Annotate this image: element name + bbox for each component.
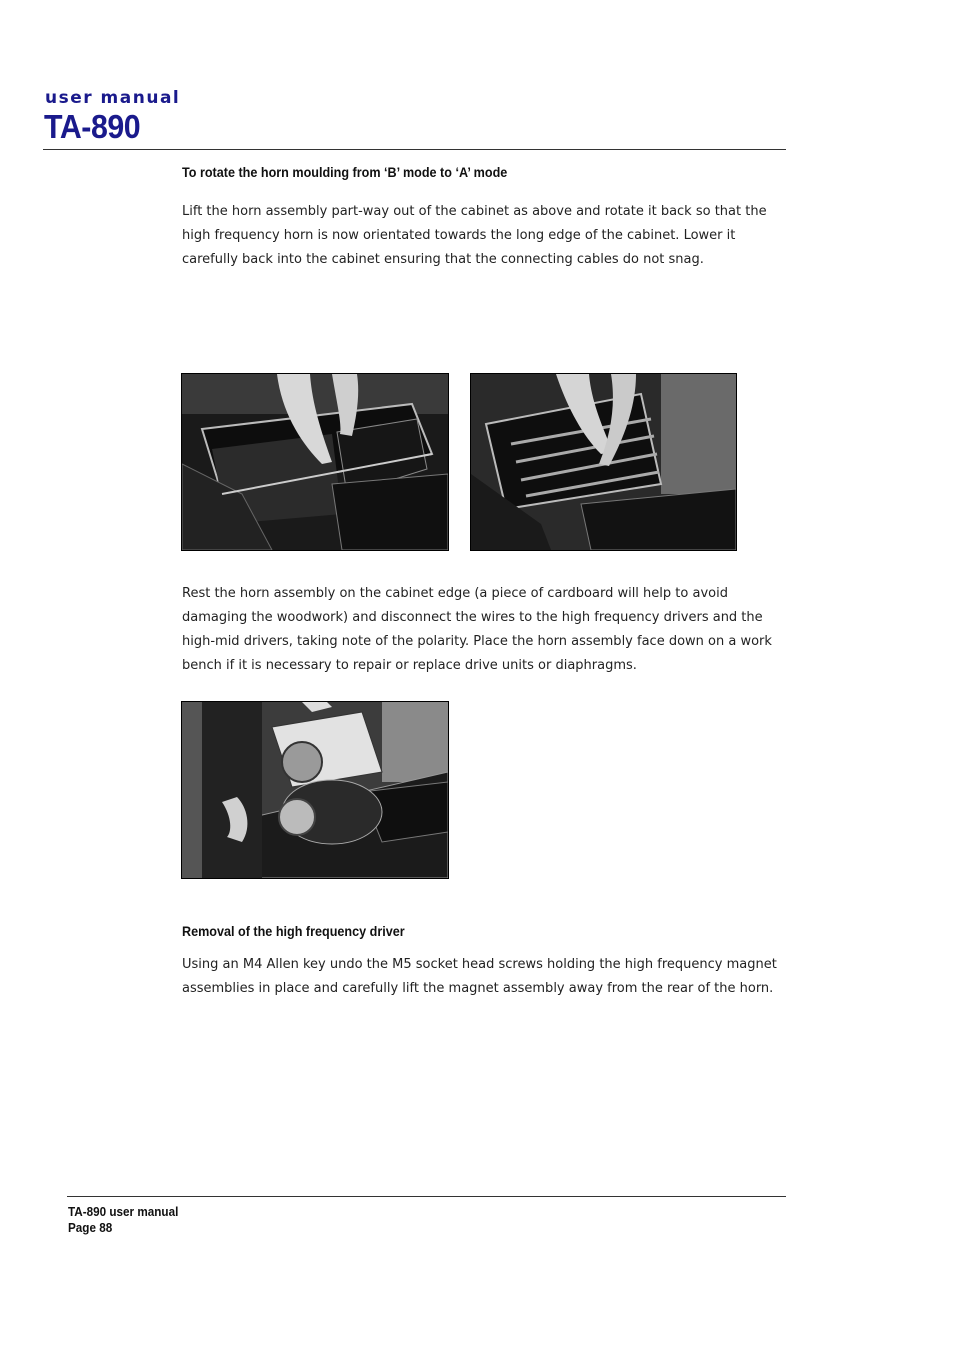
photo-horn-rotated (470, 373, 737, 551)
footer-manual-name: TA-890 user manual (68, 1204, 179, 1219)
paragraph-rotate-horn: Lift the horn assembly part-way out of the cabinet as above and rotate it back so that the high frequency horn is now orientated towards the long edge of the cabinet. Lower it carefully back into the cabinet ensuring that the connecting cables do not snag. (182, 204, 767, 267)
header-divider (43, 149, 786, 150)
section-heading-remove-hf-driver: Removal of the high frequency driver (182, 923, 405, 939)
paragraph-disconnect-wires: Rest the horn assembly on the cabinet edge (a piece of cardboard will help to avoid damaging the woodwork) and disconnect the wires to the high frequency drivers and the high-mid drivers, taking note of the polarity. Place the horn assembly face down on a work bench if it is necessary to repair or replace drive units or diaphragms. (182, 586, 772, 673)
manual-subtitle: user manual (45, 88, 181, 108)
paragraph-remove-hf-driver: Using an M4 Allen key undo the M5 socket head screws holding the high frequency magnet assemblies in place and carefully lift the magnet assembly away from the rear of the horn. (182, 957, 777, 996)
footer-divider (67, 1196, 786, 1197)
footer-page-number: Page 88 (68, 1220, 113, 1235)
photo-horn-b-mode (181, 373, 449, 551)
section-heading-rotate-horn: To rotate the horn moulding from ‘B’ mode to ‘A’ mode (182, 164, 508, 180)
product-title: TA-890 (44, 108, 141, 145)
photo-horn-on-cabinet-edge (181, 701, 449, 879)
